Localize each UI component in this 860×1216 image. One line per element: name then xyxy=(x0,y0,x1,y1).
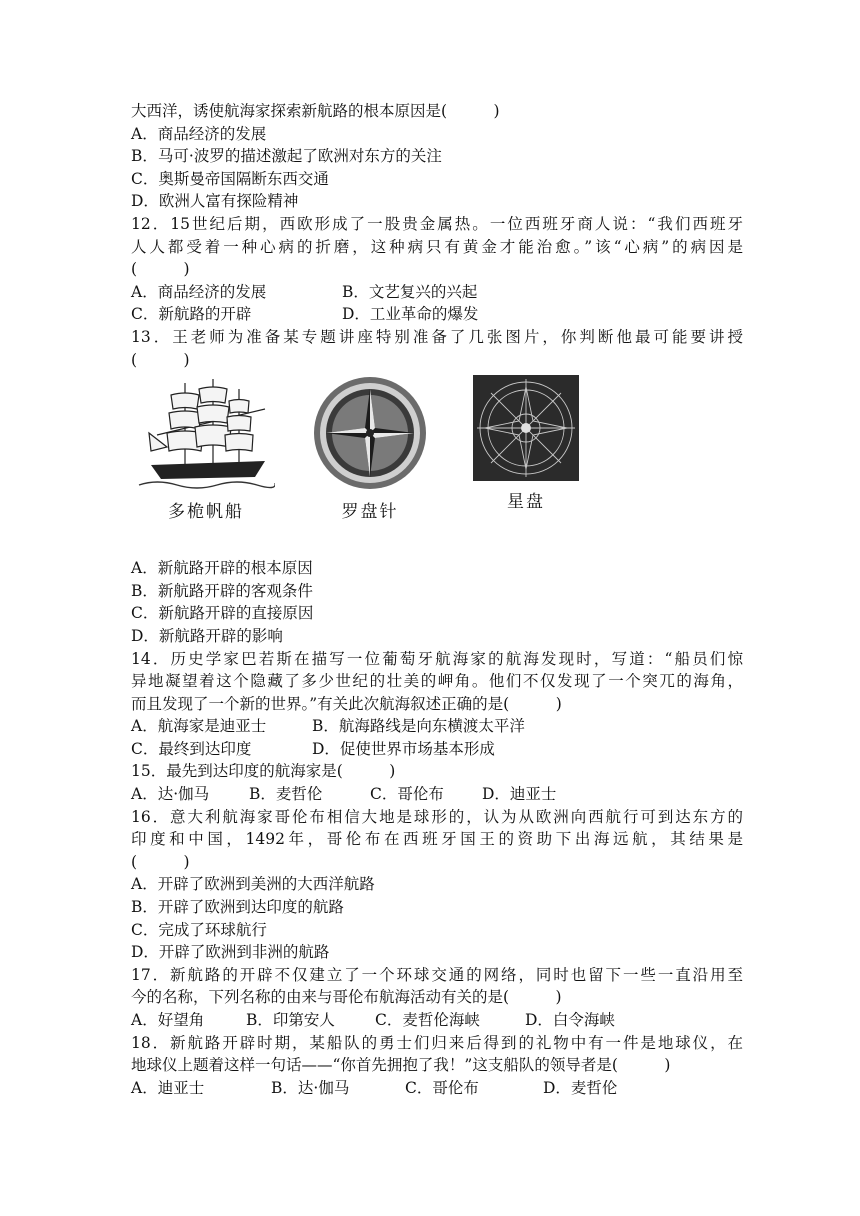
q12-option-d: D．工业革命的爆发 xyxy=(342,305,479,324)
q16-option-c: C．完成了环球航行 xyxy=(131,920,267,939)
q14-option-b: B．航海路线是向东横渡太平洋 xyxy=(312,717,525,736)
q14-stem-line3: 而且发现了一个新的世界。”有关此次航海叙述正确的是( ) xyxy=(131,694,562,713)
q11-option-a: A．商品经济的发展 xyxy=(131,124,267,143)
q18-stem-line1: 18．新航路开辟时期，某船队的勇士们归来后得到的礼物中有一件是地球仪，在 xyxy=(131,1033,743,1052)
q12-stem-line1: 12．15世纪后期，西欧形成了一股贵金属热。一位西班牙商人说：“我们西班牙 xyxy=(131,214,743,233)
q17-option-a: A．好望角 xyxy=(131,1011,205,1029)
q11-option-d: D．欧洲人富有探险精神 xyxy=(131,192,299,211)
q18-option-c: C．哥伦布 xyxy=(405,1078,479,1097)
q12-stem-line3: ( ) xyxy=(131,260,190,279)
q13-stem-line2: ( ) xyxy=(131,350,190,369)
astrolabe-icon xyxy=(473,375,579,481)
q14-option-c: C．最终到达印度 xyxy=(131,739,252,758)
q15-stem: 15．最先到达印度的航海家是( ) xyxy=(131,762,396,781)
q11-stem: 大西洋，诱使航海家探索新航路的根本原因是( ) xyxy=(131,102,500,120)
q11-option-c: C．奥斯曼帝国隔断东西交通 xyxy=(131,169,329,188)
q13-option-c: C．新航路开辟的直接原因 xyxy=(131,604,314,623)
q17-stem-line2: 今的名称，下列名称的由来与哥伦布航海活动有关的是( ) xyxy=(131,988,562,1007)
q11-option-b: B．马可·波罗的描述激起了欧洲对东方的关注 xyxy=(131,147,442,166)
q14-options-row2 xyxy=(131,738,743,761)
q18-option-b: B．达·伽马 xyxy=(271,1078,350,1097)
q12-options-row2 xyxy=(131,303,743,326)
q15-option-d: D．迪亚士 xyxy=(482,785,557,804)
figure-sailing-ship xyxy=(137,375,275,524)
caption-astrolabe: 星盘 xyxy=(507,492,545,513)
q16-stem-line2: 印度和中国，1492年，哥伦布在西班牙国王的资助下出海远航，其结果是 xyxy=(131,830,743,849)
q18-option-a: A．迪亚士 xyxy=(131,1078,205,1097)
q15-options xyxy=(131,783,743,806)
q16-stem-line1: 16．意大利航海家哥伦布相信大地是球形的，认为从欧洲向西航行可到达东方的 xyxy=(131,807,743,826)
q15-option-a: A．达·伽马 xyxy=(131,785,210,804)
q17-option-b: B．印第安人 xyxy=(246,1011,335,1029)
figure-astrolabe xyxy=(473,375,579,514)
q17-option-c: C．麦哲伦海峡 xyxy=(375,1011,480,1029)
q15-option-b: B．麦哲伦 xyxy=(249,785,323,804)
q12-option-c: C．新航路的开辟 xyxy=(131,305,252,324)
exam-page xyxy=(131,100,743,1099)
q13-stem-line1: 13．王老师为准备某专题讲座特别准备了几张图片，你判断他最可能要讲授 xyxy=(131,327,743,346)
q13-option-a: A．新航路开辟的根本原因 xyxy=(131,559,313,578)
q14-stem-line2: 异地凝望着这个隐藏了多少世纪的壮美的岬角。他们不仅发现了一个突兀的海角， xyxy=(131,672,743,691)
q17-options xyxy=(131,1009,743,1032)
caption-sailing-ship: 多桅帆船 xyxy=(168,502,244,523)
q14-option-a: A．航海家是迪亚士 xyxy=(131,717,267,736)
q13-figures xyxy=(131,375,743,557)
q14-options-row1 xyxy=(131,715,743,738)
q16-option-a: A．开辟了欧洲到美洲的大西洋航路 xyxy=(131,875,375,894)
q12-options-row1 xyxy=(131,281,743,304)
q15-option-c: C．哥伦布 xyxy=(370,785,444,804)
q16-stem-line3: ( ) xyxy=(131,852,190,871)
q18-stem-line2: 地球仪上题着这样一句话——“你首先拥抱了我！”这支船队的领导者是( ) xyxy=(131,1056,671,1075)
q12-option-b: B．文艺复兴的兴起 xyxy=(342,282,478,301)
q16-option-b: B．开辟了欧洲到达印度的航路 xyxy=(131,898,344,917)
q17-option-d: D．白令海峡 xyxy=(525,1011,615,1029)
q16-option-d: D．开辟了欧洲到非洲的航路 xyxy=(131,943,330,962)
q18-option-d: D．麦哲伦 xyxy=(543,1078,618,1097)
q13-option-d: D．新航路开辟的影响 xyxy=(131,626,283,645)
caption-compass: 罗盘针 xyxy=(341,502,399,523)
compass-icon xyxy=(307,375,433,491)
q13-option-b: B．新航路开辟的客观条件 xyxy=(131,581,313,600)
figure-compass xyxy=(307,375,433,524)
q14-stem-line1: 14．历史学家巴若斯在描写一位葡萄牙航海家的航海发现时，写道：“船员们惊 xyxy=(131,649,743,668)
q14-option-d: D．促使世界市场基本形成 xyxy=(312,739,495,758)
q12-stem-line2: 人人都受着一种心病的折磨，这种病只有黄金才能治愈。”该“心病”的病因是 xyxy=(131,237,743,256)
q18-options xyxy=(131,1077,743,1100)
sailing-ship-icon xyxy=(137,375,275,491)
q12-option-a: A．商品经济的发展 xyxy=(131,282,267,301)
q17-stem-line1: 17．新航路的开辟不仅建立了一个环球交通的网络，同时也留下一些一直沿用至 xyxy=(131,965,743,984)
